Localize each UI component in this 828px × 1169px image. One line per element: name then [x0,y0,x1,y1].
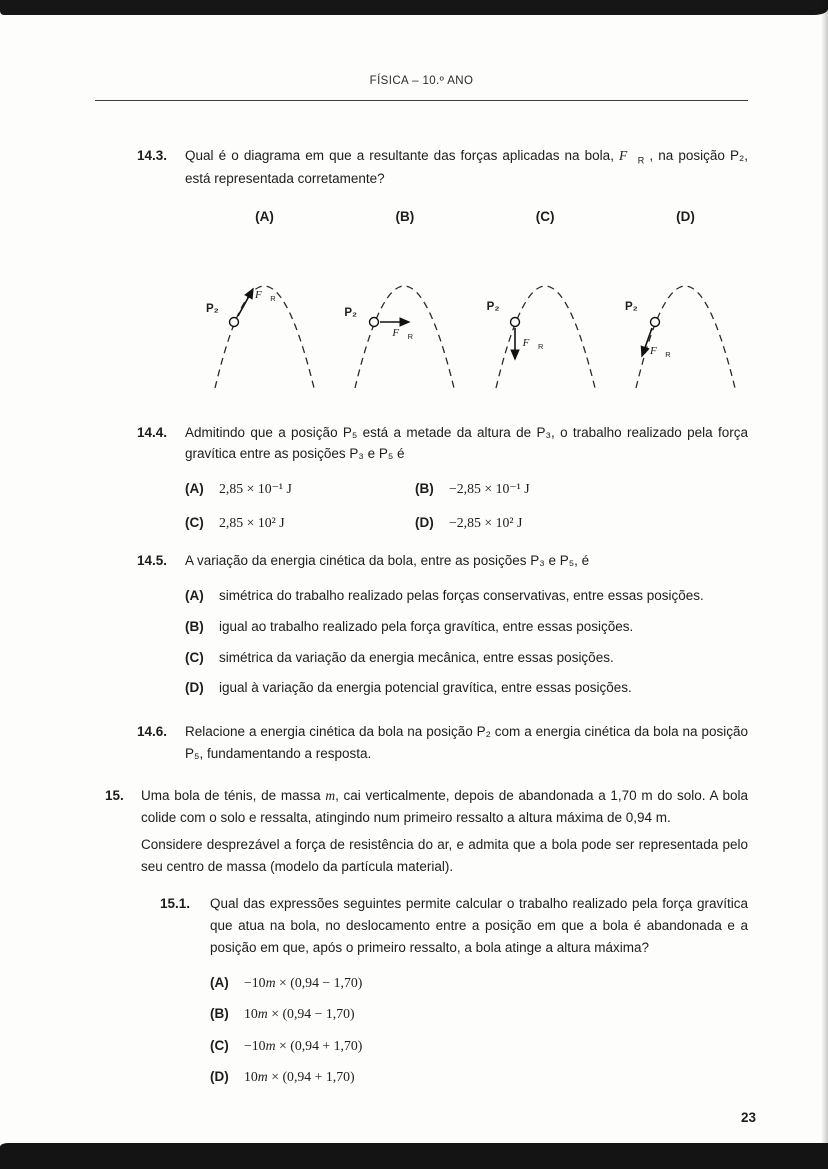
option-value: 2,85 × 10⁻¹ J [219,481,292,497]
expr-variable: m [257,1069,268,1085]
question-14-4-number: 14.4. [137,424,168,440]
question-15 [105,785,748,877]
question-14-5-text: A variação da energia cinética da bola, entre as posições P₃ e P₅, é [185,553,590,569]
question-14-5 [137,550,748,699]
option-label: (B) [210,1006,229,1022]
ball-icon [370,317,379,326]
option-label: (A) [185,481,204,497]
option-label: (C) [185,649,204,665]
question-14-3-text [185,145,748,190]
option-value: 2,85 × 10² J [219,514,285,530]
option-expression [244,975,362,990]
expr-variable: m [265,1037,276,1053]
option-b [415,478,530,500]
question-14-6-text: Relacione a energia cinética da bola na posição P₂ com a energia cinética da bola na posição P₅, fundamentando a resposta. [185,724,748,762]
option-text: simétrica da variação da energia mecânica, entre essas posições. [219,649,614,665]
question-14-3-text-before: Qual é o diagrama em que a resultante das forças aplicadas na bola, [185,147,620,163]
force-symbol: F⃗ [255,288,271,301]
diagram-svg [483,238,608,396]
expr-coefficient: −10 [244,1037,266,1053]
force-subscript: R [637,155,645,166]
expr-variable: m [257,1006,268,1022]
option-label: (A) [185,587,204,603]
option-text: igual à variação da energia potencial gravítica, entre essas posições. [219,680,632,696]
diagram-c [483,206,608,396]
resultant-force-symbol [619,147,645,166]
diagram-b [342,206,467,396]
question-14-6 [137,721,748,765]
option-expression [244,1038,362,1053]
header-rule [95,100,748,101]
option-c [185,647,748,669]
ball-icon [230,317,239,326]
diagram-svg [342,238,467,396]
force-symbol: F⃗ [619,147,638,163]
option-label: (C) [210,1037,229,1053]
diagram-option-label: (A) [255,208,274,224]
force-label [650,346,671,359]
force-label [523,338,544,351]
expr-rest: × (0,94 + 1,70) [275,1037,363,1053]
option-text: igual ao trabalho realizado pela força gravítica, entre essas posições. [219,618,634,634]
force-vector-arrow [238,289,253,316]
option-text: simétrica do trabalho realizado pelas forças conservativas, entre essas posições. [219,587,704,603]
option-expression [244,1006,355,1021]
option-b [210,1003,748,1025]
page-number: 23 [740,1110,756,1126]
expr-rest: × (0,94 − 1,70) [267,1006,355,1022]
expr-coefficient: 10 [244,1069,258,1085]
question-14-4-options [185,478,748,534]
p2-point-label: P₂ [344,306,358,319]
option-value: −2,85 × 10² J [449,514,523,530]
expr-coefficient: −10 [244,975,266,991]
option-a [185,585,748,607]
question-14-4 [137,422,748,534]
ball-icon [510,317,519,326]
option-d [210,1066,748,1088]
question-15-paragraph-2: Considere desprezável a força de resistência do ar, e admita que a bola pode ser representada pelo seu centro de massa (modelo da partícula material). [141,836,748,874]
force-symbol: F⃗ [522,336,538,349]
force-symbol: F⃗ [649,344,666,357]
question-14-5-number: 14.5. [137,553,168,569]
force-symbol: F⃗ [392,326,408,339]
option-c [210,1035,748,1057]
question-15-number: 15. [105,788,124,804]
trajectory-diagram [342,238,467,396]
page-header [95,72,748,101]
expr-rest: × (0,94 + 1,70) [267,1069,355,1085]
question-14-3 [137,145,748,190]
mass-variable: m [325,788,336,804]
option-label: (D) [185,680,204,696]
question-14-5-body [185,550,748,699]
diagram-svg [202,238,327,396]
paragraph-text: , cai verticalmente, depois de abandonada a 1,70 m do solo. A bola colide com o solo e ressalta, atingindo num primeiro ressalto a altura máxima de 0,94 m. [141,788,749,825]
trajectory-diagram [483,238,608,396]
force-subscript: R [665,349,671,359]
question-14-5-options [185,585,748,699]
ball-icon [650,317,659,326]
option-label: (C) [185,514,204,530]
option-label: (B) [415,481,434,497]
option-expression [244,1069,355,1084]
question-14-3-text-after: , na posição P₂, está representada corretamente? [185,147,748,186]
option-label: (B) [185,618,204,634]
diagram-svg [623,238,748,396]
force-subscript: R [537,341,544,351]
option-a [210,972,748,994]
question-14-6-number: 14.6. [137,724,168,740]
header-title: FÍSICA – 10.º ANO [369,75,474,87]
option-d [415,512,530,534]
diagram-row [202,206,748,396]
question-15-body [141,785,748,877]
trajectory-path [496,286,595,388]
question-14-3-number: 14.3. [137,147,168,163]
paragraph-text: Uma bola de ténis, de massa [141,788,326,804]
option-label: (A) [210,975,229,991]
trajectory-path [636,286,735,388]
expr-variable: m [265,975,276,991]
p2-point-label: P₂ [486,300,500,313]
force-subscript: R [407,331,414,341]
option-label: (D) [415,514,434,530]
scan-artifact-bottom [0,1143,828,1169]
question-15-1-text: Qual das expressões seguintes permite calcular o trabalho realizado pela força gravítica que atua na bola, no deslocamento entre a posição em que a bola é abandonada e a posição em que, após o primeiro ressalto, a bola atinge a altura máxima? [210,896,748,956]
question-15-1-number: 15.1. [160,896,191,912]
p2-point-label: P₂ [206,302,219,315]
question-15-1-options [210,972,748,1088]
diagram-d [623,206,748,396]
expr-coefficient: 10 [244,1006,258,1022]
option-value: −2,85 × 10⁻¹ J [449,481,530,497]
question-15-1-body [210,893,748,1088]
diagram-option-label: (D) [676,208,695,224]
option-label: (D) [210,1069,229,1085]
p2-point-label: P₂ [624,300,638,313]
trajectory-diagram [202,238,327,396]
option-d [185,677,748,699]
expr-rest: × (0,94 − 1,70) [275,975,363,991]
question-14-4-text: Admitindo que a posição P₅ está a metade da altura de P₃, o trabalho realizado pela força gravítica entre as posições P₃ e P₅ é [185,424,748,462]
diagram-a [202,206,327,396]
option-c [185,512,415,534]
option-b [185,616,748,638]
force-label [392,328,413,341]
diagram-option-label: (C) [535,208,555,224]
question-14-4-body [185,422,748,534]
question-15-paragraph-1 [141,785,748,829]
question-15-1 [160,893,748,1088]
option-a [185,478,415,500]
force-subscript: R [270,293,276,303]
force-label [255,290,276,303]
trajectory-diagram [623,238,748,396]
diagram-option-label: (B) [395,208,415,224]
